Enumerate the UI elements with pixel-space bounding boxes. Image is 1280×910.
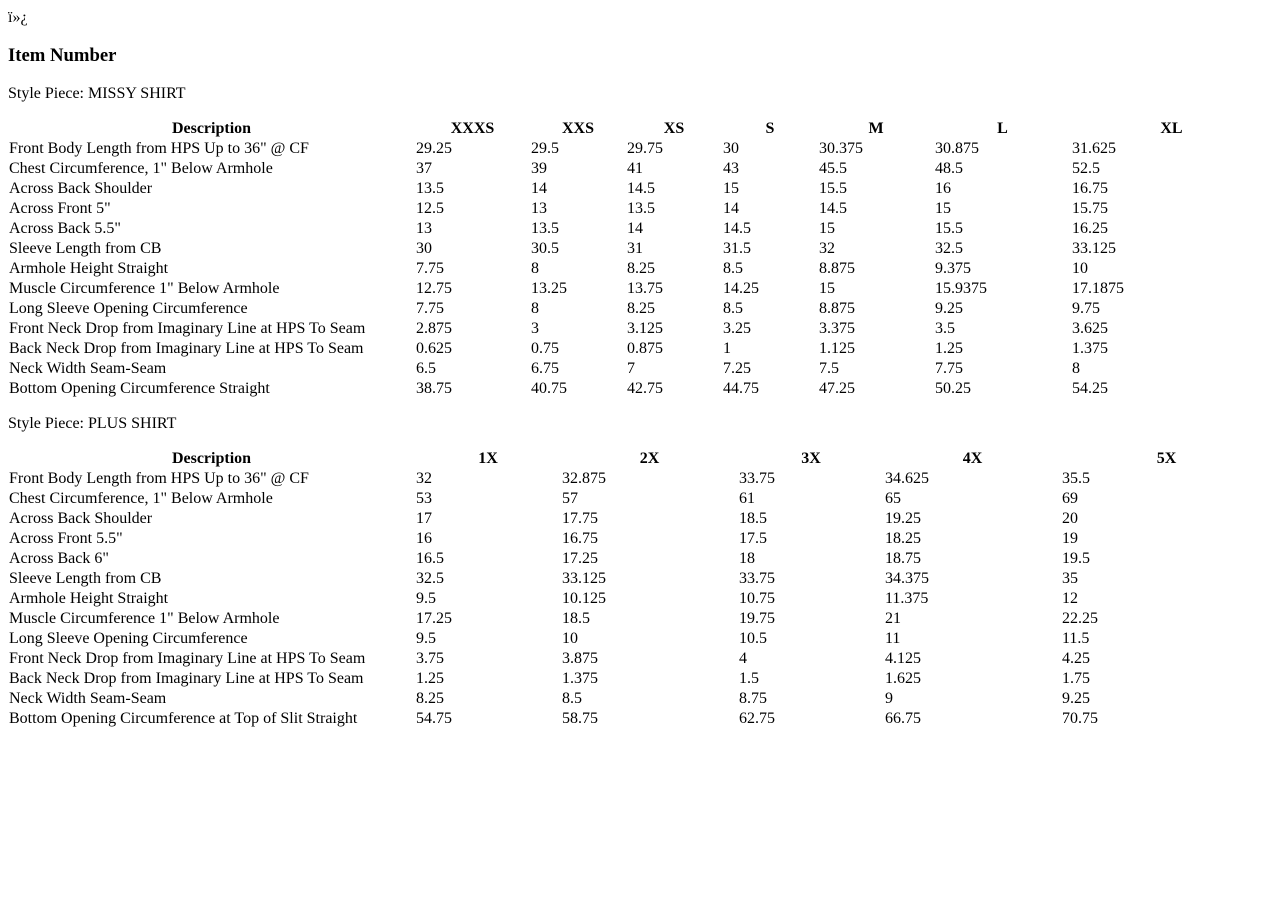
measurement-description-cell: Front Body Length from HPS Up to 36" @ CF [9,140,309,157]
measurement-value-cell: 34.375 [885,570,929,587]
measurement-value-cell: 18.75 [885,550,921,567]
measurement-value-cell: 54.25 [1072,380,1108,397]
measurement-value-cell: 13 [416,220,432,237]
table-row [8,239,1272,259]
table-row [8,549,1272,569]
measurement-value-cell: 15 [723,180,739,197]
measurement-value-cell: 6.5 [416,360,436,377]
measurement-value-cell: 8.25 [416,690,444,707]
measurement-value-cell: 30.375 [819,140,863,157]
measurement-value-cell: 4.25 [1062,650,1090,667]
measurement-value-cell: 15 [819,220,835,237]
column-header-size: 4X [962,450,983,467]
measurement-value-cell: 17.1875 [1072,280,1124,297]
measurement-value-cell: 33.75 [739,470,775,487]
measurement-description-cell: Across Back 5.5" [9,220,121,237]
measurement-value-cell: 30.875 [935,140,979,157]
measurement-value-cell: 15.9375 [935,280,987,297]
measurement-value-cell: 7.75 [935,360,963,377]
measurement-value-cell: 1.25 [416,670,444,687]
measurement-value-cell: 32.5 [935,240,963,257]
measurement-description-cell: Bottom Opening Circumference at Top of Slit Straight [9,710,358,727]
measurement-value-cell: 1.25 [935,340,963,357]
column-header-size: XS [663,120,685,137]
measurement-description-cell: Back Neck Drop from Imaginary Line at HPS To Seam [9,340,364,357]
measurement-value-cell: 31 [627,240,643,257]
measurement-value-cell: 1 [723,340,731,357]
measurement-value-cell: 7.75 [416,260,444,277]
measurement-value-cell: 47.25 [819,380,855,397]
measurement-value-cell: 31.5 [723,240,751,257]
table-row [8,689,1272,709]
measurement-value-cell: 33.75 [739,570,775,587]
measurement-value-cell: 13 [531,200,547,217]
measurement-value-cell: 33.125 [562,570,606,587]
table-row [8,199,1272,219]
measurement-value-cell: 8.25 [627,260,655,277]
measurement-value-cell: 16.75 [562,530,598,547]
measurement-value-cell: 65 [885,490,901,507]
measurement-value-cell: 13.25 [531,280,567,297]
measurement-value-cell: 70.75 [1062,710,1098,727]
column-header-size: XXS [561,120,594,137]
measurement-value-cell: 2.875 [416,320,452,337]
measurement-value-cell: 8.75 [739,690,767,707]
measurement-value-cell: 17.5 [739,530,767,547]
measurement-value-cell: 18.25 [885,530,921,547]
table-row [8,339,1272,359]
measurement-value-cell: 8.875 [819,300,855,317]
table-row [8,589,1272,609]
measurement-value-cell: 3 [531,320,539,337]
measurement-value-cell: 15.5 [819,180,847,197]
measurement-value-cell: 12 [1062,590,1078,607]
measurement-value-cell: 9.375 [935,260,971,277]
table-row [8,219,1272,239]
column-header-description: Description [171,120,252,137]
measurement-value-cell: 30 [723,140,739,157]
style-piece-plus [8,415,176,433]
measurement-value-cell: 33.125 [1072,240,1116,257]
measurement-description-cell: Bottom Opening Circumference Straight [9,380,270,397]
measurement-value-cell: 17.75 [562,510,598,527]
measurement-value-cell: 10.5 [739,630,767,647]
measurement-description-cell: Armhole Height Straight [9,590,169,607]
table-row [8,179,1272,199]
measurement-value-cell: 3.5 [935,320,955,337]
measurement-value-cell: 18.5 [739,510,767,527]
measurement-value-cell: 13.5 [627,200,655,217]
measurement-value-cell: 8 [531,260,539,277]
plus-size-table [8,449,1272,729]
column-header-size: M [868,120,884,137]
column-header-size: 5X [1156,450,1177,467]
column-header-size: XXXS [450,120,495,137]
encoding-artifact-text: ï»¿ [8,9,28,26]
measurement-value-cell: 58.75 [562,710,598,727]
measurement-value-cell: 19.5 [1062,550,1090,567]
measurement-value-cell: 19 [1062,530,1078,547]
measurement-value-cell: 34.625 [885,470,929,487]
measurement-value-cell: 9.5 [416,630,436,647]
measurement-value-cell: 44.75 [723,380,759,397]
measurement-value-cell: 8.875 [819,260,855,277]
measurement-value-cell: 8 [531,300,539,317]
measurement-value-cell: 7.75 [416,300,444,317]
column-header-size: 1X [478,450,498,467]
column-header-size: L [997,120,1008,137]
table-row [8,259,1272,279]
table-row [8,319,1272,339]
measurement-description-cell: Muscle Circumference 1" Below Armhole [9,280,280,297]
measurement-value-cell: 0.875 [627,340,663,357]
measurement-value-cell: 30 [416,240,432,257]
measurement-value-cell: 15.75 [1072,200,1108,217]
measurement-value-cell: 7.5 [819,360,839,377]
table-row [8,299,1272,319]
table-row [8,489,1272,509]
measurement-value-cell: 16 [935,180,951,197]
column-header-size: 2X [639,450,660,467]
table-row [8,569,1272,589]
measurement-description-cell: Armhole Height Straight [9,260,169,277]
style-piece-name: PLUS SHIRT [87,415,177,432]
measurement-value-cell: 18 [739,550,755,567]
measurement-value-cell: 9.25 [935,300,963,317]
measurement-value-cell: 69 [1062,490,1078,507]
measurement-description-cell: Neck Width Seam-Seam [9,690,167,707]
table-row [8,359,1272,379]
table-row [8,159,1272,179]
measurement-value-cell: 14.5 [627,180,655,197]
measurement-description-cell: Sleeve Length from CB [9,570,162,587]
measurement-value-cell: 1.125 [819,340,855,357]
measurement-value-cell: 21 [885,610,901,627]
measurement-value-cell: 17.25 [562,550,598,567]
measurement-value-cell: 40.75 [531,380,567,397]
measurement-value-cell: 32.5 [416,570,444,587]
missy-size-table [8,119,1272,399]
measurement-value-cell: 29.75 [627,140,663,157]
measurement-value-cell: 20 [1062,510,1078,527]
measurement-value-cell: 15 [935,200,951,217]
column-header-size: 3X [801,450,821,467]
column-header-size: XL [1160,120,1183,137]
measurement-value-cell: 22.25 [1062,610,1098,627]
table-row [8,509,1272,529]
measurement-value-cell: 52.5 [1072,160,1100,177]
measurement-value-cell: 50.25 [935,380,971,397]
measurement-value-cell: 9.5 [416,590,436,607]
measurement-description-cell: Chest Circumference, 1" Below Armhole [9,490,273,507]
style-piece-label: Style Piece: [8,415,88,432]
measurement-value-cell: 42.75 [627,380,663,397]
measurement-value-cell: 8.25 [627,300,655,317]
measurement-value-cell: 10.75 [739,590,775,607]
measurement-value-cell: 13.5 [416,180,444,197]
measurement-value-cell: 14.5 [723,220,751,237]
measurement-value-cell: 35 [1062,570,1078,587]
style-piece-name: MISSY SHIRT [87,85,186,102]
measurement-description-cell: Front Body Length from HPS Up to 36" @ CF [9,470,309,487]
measurement-value-cell: 54.75 [416,710,452,727]
measurement-value-cell: 1.375 [1072,340,1108,357]
table-row [8,529,1272,549]
measurement-value-cell: 9 [885,690,893,707]
measurement-value-cell: 7 [627,360,635,377]
measurement-value-cell: 16.25 [1072,220,1108,237]
measurement-value-cell: 16.75 [1072,180,1108,197]
measurement-value-cell: 4 [739,650,747,667]
table-row [8,139,1272,159]
measurement-value-cell: 3.875 [562,650,598,667]
measurement-description-cell: Across Back Shoulder [9,510,153,527]
table-row [8,669,1272,689]
measurement-value-cell: 45.5 [819,160,847,177]
measurement-value-cell: 39 [531,160,547,177]
measurement-value-cell: 14 [627,220,643,237]
measurement-value-cell: 18.5 [562,610,590,627]
table-row [8,279,1272,299]
measurement-value-cell: 10 [562,630,578,647]
measurement-value-cell: 8.5 [562,690,582,707]
measurement-value-cell: 35.5 [1062,470,1090,487]
measurement-value-cell: 15.5 [935,220,963,237]
measurement-value-cell: 3.375 [819,320,855,337]
measurement-value-cell: 1.625 [885,670,921,687]
measurement-value-cell: 3.125 [627,320,663,337]
table-row [8,609,1272,629]
measurement-value-cell: 13.75 [627,280,663,297]
measurement-value-cell: 32 [416,470,432,487]
header-row [8,119,1272,139]
measurement-description-cell: Across Front 5" [9,200,111,217]
measurement-value-cell: 32 [819,240,835,257]
measurement-value-cell: 10.125 [562,590,606,607]
measurement-description-cell: Front Neck Drop from Imaginary Line at HPS To Seam [9,320,366,337]
table-row [8,709,1272,729]
measurement-value-cell: 13.5 [531,220,559,237]
measurement-value-cell: 1.75 [1062,670,1090,687]
table-row [8,469,1272,489]
measurement-description-cell: Front Neck Drop from Imaginary Line at HPS To Seam [9,650,366,667]
measurement-value-cell: 62.75 [739,710,775,727]
measurement-value-cell: 10 [1072,260,1088,277]
measurement-description-cell: Long Sleeve Opening Circumference [9,300,248,317]
measurement-value-cell: 66.75 [885,710,921,727]
measurement-value-cell: 15 [819,280,835,297]
column-header-description: Description [171,450,252,467]
measurement-value-cell: 14.25 [723,280,759,297]
style-piece-missy [8,85,186,103]
measurement-description-cell: Muscle Circumference 1" Below Armhole [9,610,280,627]
measurement-description-cell: Back Neck Drop from Imaginary Line at HPS To Seam [9,670,364,687]
measurement-value-cell: 17.25 [416,610,452,627]
column-header-size: S [765,120,775,137]
header-row [8,449,1272,469]
measurement-value-cell: 3.25 [723,320,751,337]
measurement-value-cell: 61 [739,490,755,507]
measurement-value-cell: 17 [416,510,432,527]
measurement-value-cell: 0.75 [531,340,559,357]
measurement-value-cell: 19.25 [885,510,921,527]
measurement-value-cell: 16 [416,530,432,547]
measurement-value-cell: 14 [531,180,547,197]
measurement-description-cell: Neck Width Seam-Seam [9,360,167,377]
measurement-value-cell: 7.25 [723,360,751,377]
measurement-value-cell: 29.25 [416,140,452,157]
measurement-value-cell: 6.75 [531,360,559,377]
measurement-value-cell: 31.625 [1072,140,1116,157]
measurement-value-cell: 8 [1072,360,1080,377]
measurement-description-cell: Long Sleeve Opening Circumference [9,630,248,647]
measurement-value-cell: 3.75 [416,650,444,667]
style-piece-label: Style Piece: [8,85,88,102]
measurement-value-cell: 38.75 [416,380,452,397]
measurement-value-cell: 9.25 [1062,690,1090,707]
measurement-value-cell: 37 [416,160,432,177]
measurement-value-cell: 3.625 [1072,320,1108,337]
table-row [8,629,1272,649]
measurement-value-cell: 1.375 [562,670,598,687]
measurement-value-cell: 1.5 [739,670,759,687]
measurement-value-cell: 14 [723,200,739,217]
measurement-value-cell: 11.5 [1062,630,1090,647]
measurement-value-cell: 12.75 [416,280,452,297]
measurement-description-cell: Sleeve Length from CB [9,240,162,257]
measurement-value-cell: 9.75 [1072,300,1100,317]
measurement-description-cell: Across Front 5.5" [9,530,123,547]
measurement-value-cell: 4.125 [885,650,921,667]
measurement-value-cell: 16.5 [416,550,444,567]
measurement-value-cell: 57 [562,490,578,507]
page-heading: Item Number [8,45,117,66]
measurement-value-cell: 30.5 [531,240,559,257]
measurement-value-cell: 12.5 [416,200,444,217]
measurement-value-cell: 53 [416,490,432,507]
measurement-value-cell: 48.5 [935,160,963,177]
measurement-value-cell: 0.625 [416,340,452,357]
measurement-value-cell: 11.375 [885,590,929,607]
measurement-value-cell: 19.75 [739,610,775,627]
table-row [8,649,1272,669]
measurement-value-cell: 8.5 [723,260,743,277]
measurement-value-cell: 32.875 [562,470,606,487]
measurement-description-cell: Across Back Shoulder [9,180,153,197]
measurement-value-cell: 43 [723,160,739,177]
measurement-description-cell: Chest Circumference, 1" Below Armhole [9,160,273,177]
measurement-value-cell: 41 [627,160,643,177]
table-row [8,379,1272,399]
measurement-value-cell: 14.5 [819,200,847,217]
measurement-description-cell: Across Back 6" [9,550,109,567]
measurement-value-cell: 8.5 [723,300,743,317]
measurement-value-cell: 29.5 [531,140,559,157]
measurement-value-cell: 11 [885,630,901,647]
